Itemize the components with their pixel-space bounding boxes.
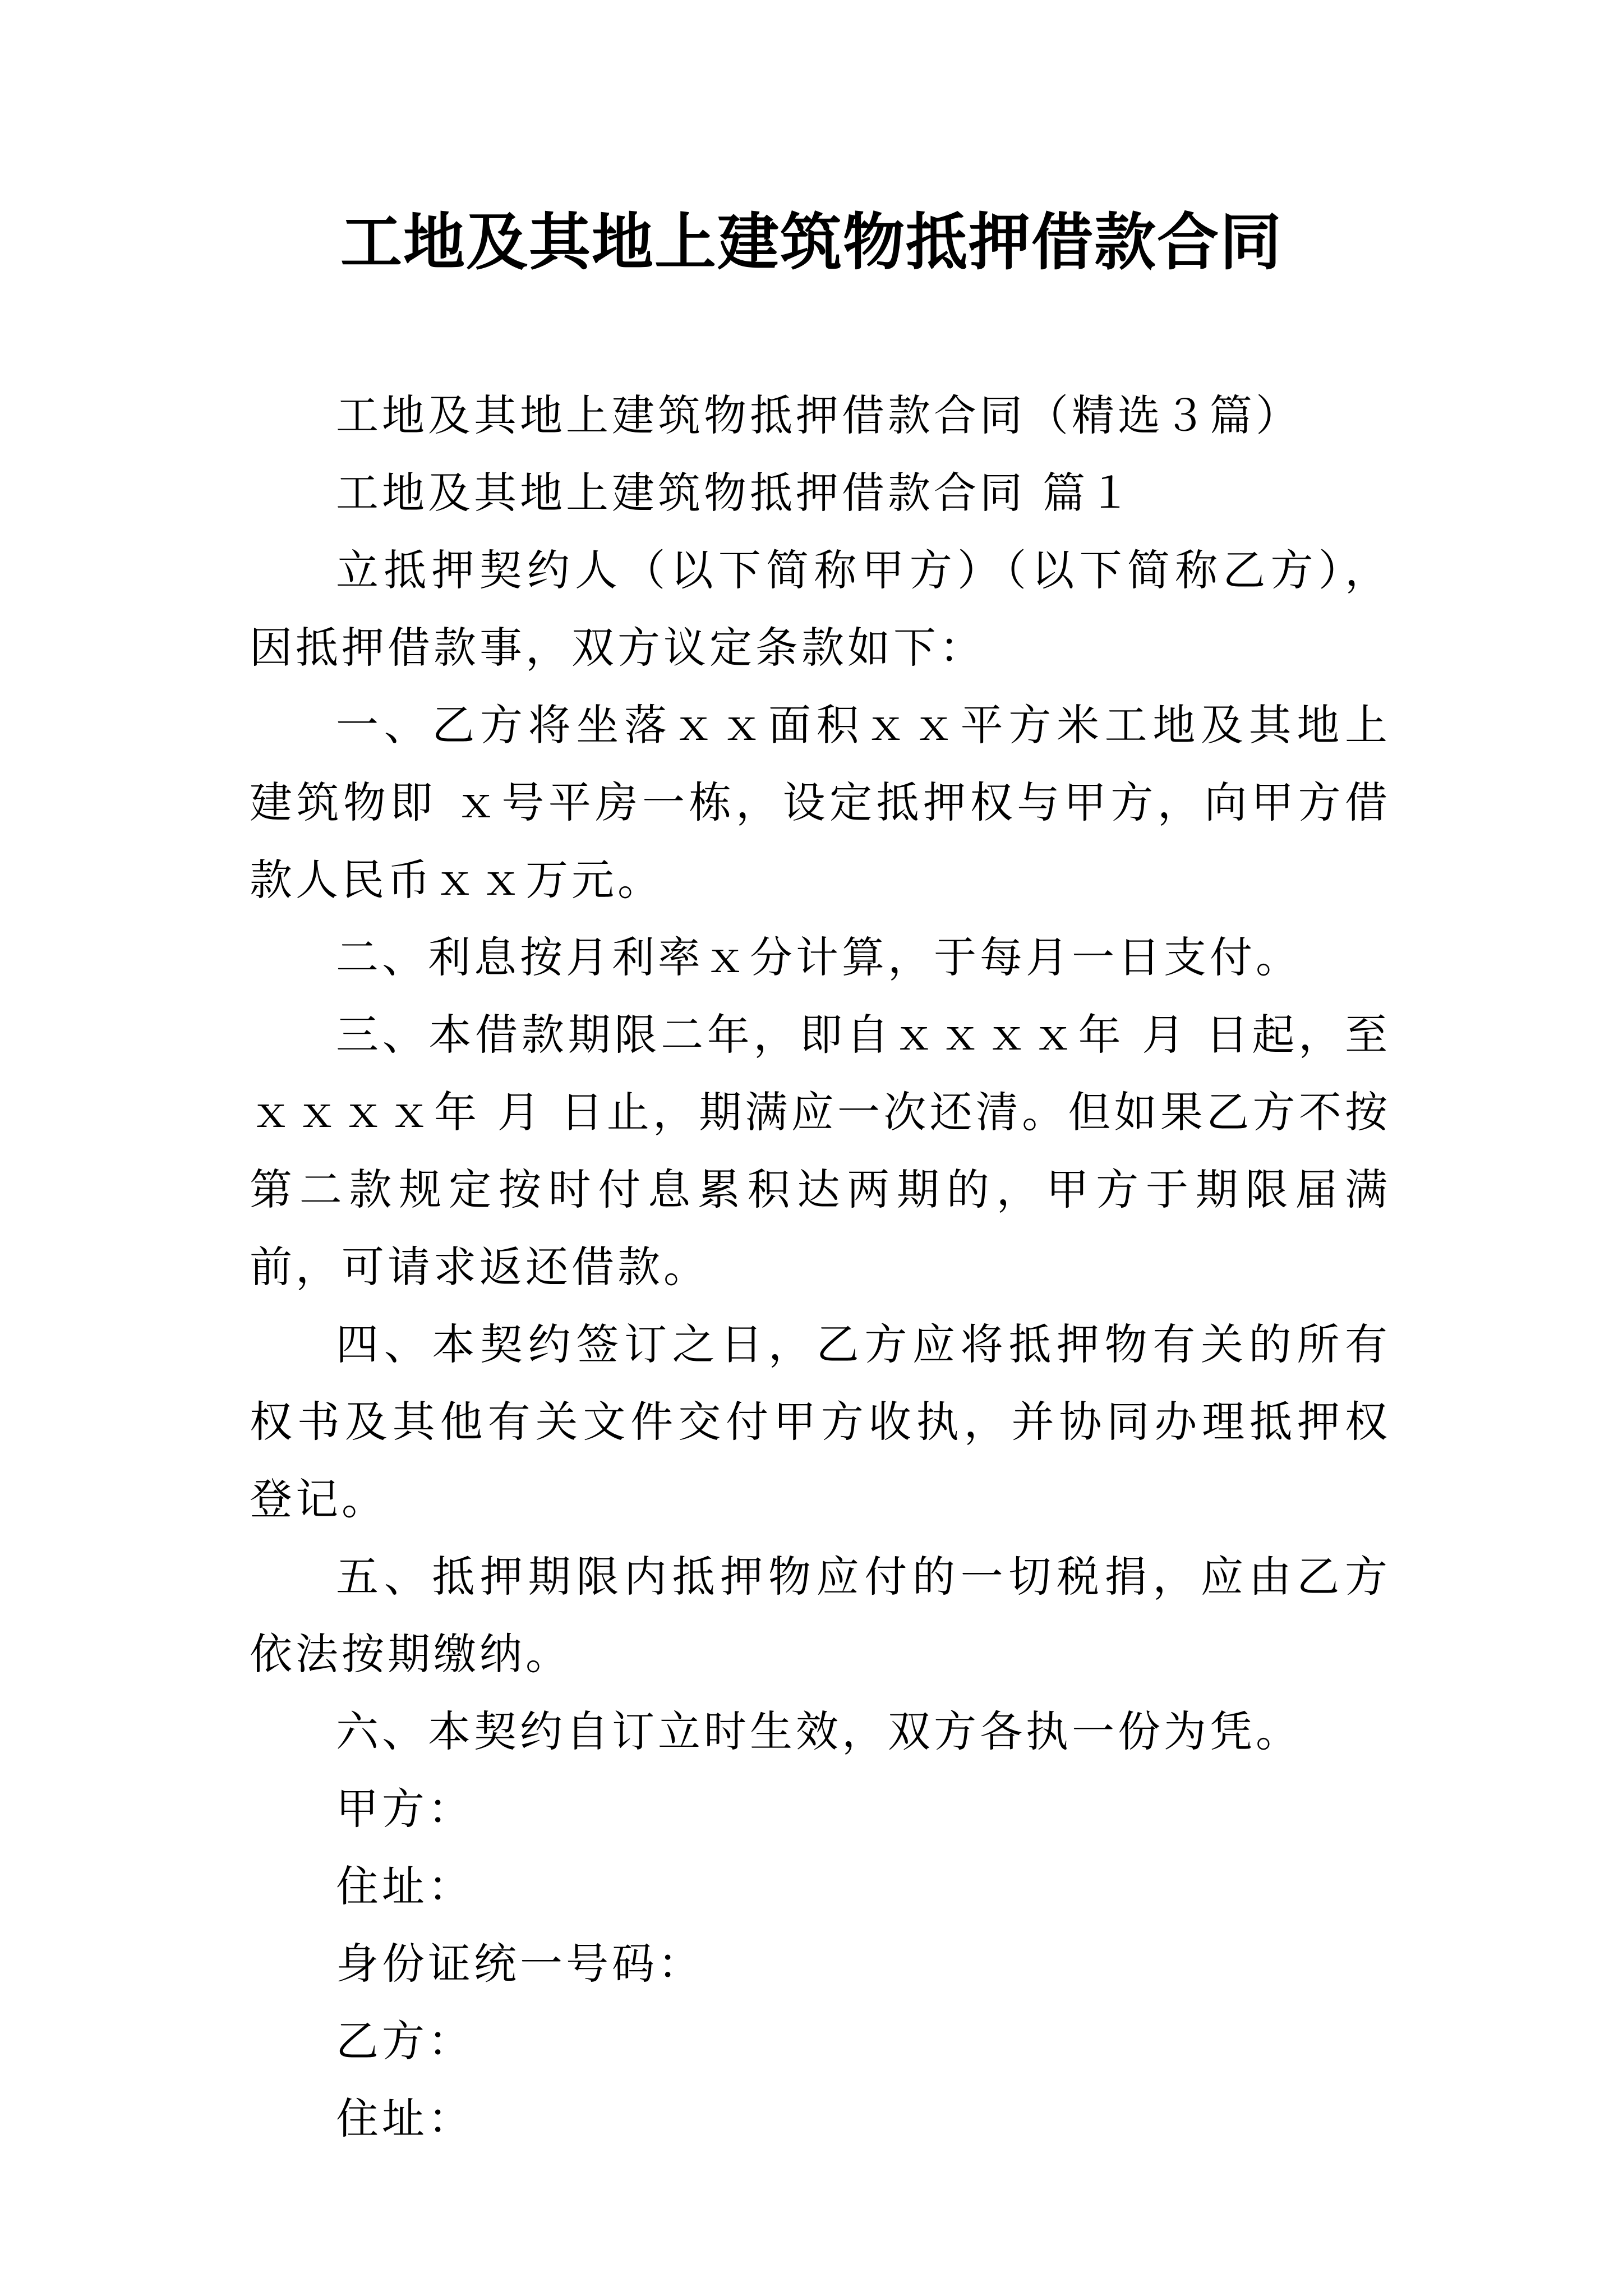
document-title: 工地及其地上建筑物抵押借款合同 bbox=[340, 206, 1283, 278]
paragraph-clause-4: 四、本契约签订之日，乙方应将抵押物有关的所有权书及其他有关文件交付甲方收执，并协同办理抵押权登记。 bbox=[250, 1319, 1391, 1524]
paragraph-clause-2: 二、利息按月利率ｘ分计算，于每月一日支付。 bbox=[336, 932, 1302, 982]
paragraph-subtitle: 工地及其地上建筑物抵押借款合同（精选３篇） bbox=[336, 390, 1302, 440]
document-body bbox=[250, 377, 1391, 2157]
paragraph-clause-6: 六、本契约自订立时生效，双方各执一份为凭。 bbox=[336, 1706, 1302, 1756]
party-b-label: 乙方： bbox=[336, 2016, 474, 2066]
paragraph-preamble: 立抵押契约人（以下简称甲方）（以下简称乙方），因抵押借款事，双方议定条款如下： bbox=[250, 545, 1391, 673]
paragraph-clause-1: 一、乙方将坐落ｘｘ面积ｘｘ平方米工地及其地上建筑物即 ｘ号平房一栋，设定抵押权与甲方，向甲方借款人民币ｘｘ万元。 bbox=[250, 700, 1391, 905]
paragraph-clause-3: 三、本借款期限二年，即自ｘｘｘｘ年 月 日起，至ｘｘｘｘ年 月 日止，期满应一次还清。但如果乙方不按第二款规定按时付息累积达两期的，甲方于期限届满前，可请求返还借款。 bbox=[250, 1010, 1391, 1292]
party-a-address-label: 住址： bbox=[336, 1861, 474, 1911]
paragraph-section-heading: 工地及其地上建筑物抵押借款合同 篇１ bbox=[336, 468, 1135, 518]
party-a-id-label: 身份证统一号码： bbox=[336, 1939, 704, 1989]
party-a-label: 甲方： bbox=[336, 1784, 474, 1834]
party-b-address-label: 住址： bbox=[336, 2093, 474, 2143]
paragraph-clause-5: 五、抵押期限内抵押物应付的一切税捐，应由乙方依法按期缴纳。 bbox=[250, 1552, 1391, 1679]
